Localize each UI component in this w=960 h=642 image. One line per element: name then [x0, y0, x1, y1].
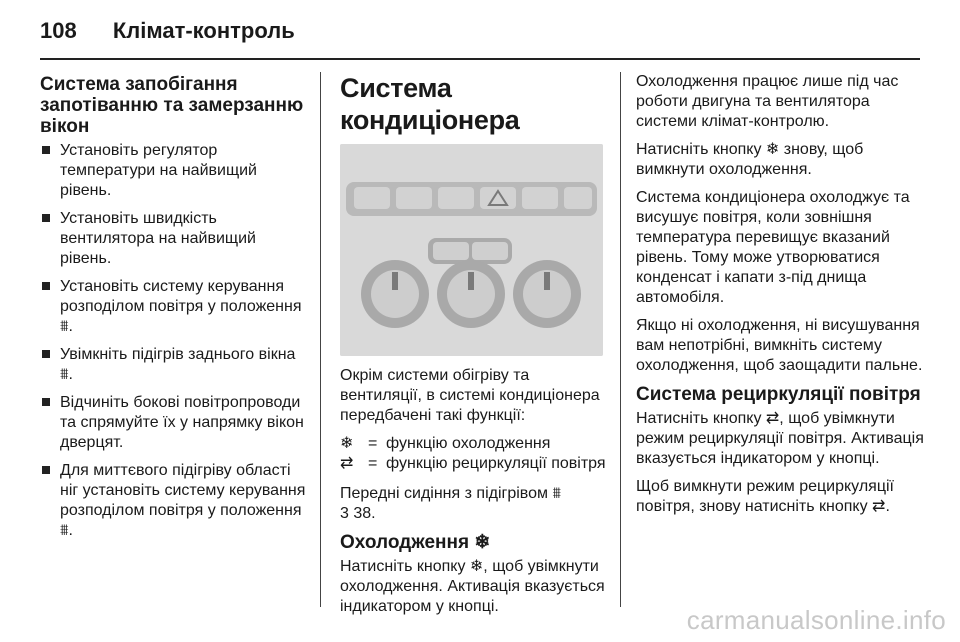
cooling-text: Натисніть кнопку ❄, щоб увімкнути охолодження. Активація вказується індикатором у кнопці. — [340, 558, 605, 615]
ac-description: Система кондиціонера охолоджує та висушує повітря, коли зовнішня температура перевищує вказаний рівень. Тому може утворюватися конденсат і капати з-під днища автомобіля. — [636, 189, 910, 306]
recirculation-icon: ⇄ — [340, 455, 354, 472]
ac-heading: Система кондиціонера — [340, 73, 520, 135]
snowflake-icon: ❄ — [340, 435, 354, 452]
list-item: Установіть регулятор температури на найвищий рівень. — [40, 141, 308, 201]
bullet-icon — [42, 214, 50, 222]
page-header — [40, 18, 295, 44]
defog-heading: Система запобігання запотіванню та замерзанню вікон — [40, 74, 304, 137]
column-divider-1 — [320, 72, 321, 607]
climate-panel-photo — [340, 144, 603, 356]
recirculation-on: Натисніть кнопку ⇄, щоб увімкнути режим рециркуляції повітря. Активація вказується індикатором у кнопці. — [636, 410, 924, 467]
bullet-icon — [42, 146, 50, 154]
recirculation-heading: Система рециркуляції повітря — [636, 384, 921, 405]
header-rule — [40, 58, 920, 60]
column-3 — [636, 72, 926, 525]
recirculation-off: Щоб вимкнути режим рециркуляції повітря, знову натисніть кнопку ⇄. — [636, 478, 894, 515]
bullet-icon — [42, 466, 50, 474]
bullet-icon — [42, 350, 50, 358]
bullet-icon — [42, 398, 50, 406]
list-item: Установіть швидкість вентилятора на найвищий рівень. — [40, 209, 308, 269]
cooling-heading: Охолодження ❄ — [340, 532, 491, 553]
climate-panel-illustration — [340, 144, 603, 356]
list-item: Увімкніть підігрів заднього вікна ⩩. — [40, 345, 308, 385]
page-number: 108 — [40, 18, 77, 43]
column-2 — [340, 72, 610, 625]
ac-intro: Окрім системи обігріву та вентиляції, в системі кондиціонера передбачені такі функції: — [340, 367, 600, 424]
cooling-condition: Охолодження працює лише під час роботи двигуна та вентилятора системи клімат-контролю. — [636, 73, 899, 130]
function-list — [340, 434, 610, 474]
column-1 — [40, 72, 308, 549]
list-item: Для миттєвого підігріву області ніг установіть систему керування розподілом повітря у положення ⩩. — [40, 461, 308, 541]
save-fuel-tip: Якщо ні охолодження, ні висушування вам непотрібні, вимкніть систему охолодження, щоб заощадити пальне. — [636, 317, 923, 374]
function-recirculation: ⇄ = функцію рециркуляції повітря — [340, 455, 606, 472]
function-cooling: ❄ = функцію охолодження — [340, 435, 551, 452]
chapter-title: Клімат-контроль — [112, 18, 295, 43]
heated-seats-ref: Передні сидіння з підігрівом ⩩ 3 38. — [340, 485, 562, 522]
column-divider-2 — [620, 72, 621, 607]
cooling-off: Натисніть кнопку ❄ знову, щоб вимкнути охолодження. — [636, 141, 864, 178]
defog-steps — [40, 141, 308, 541]
bullet-icon — [42, 282, 50, 290]
list-item: Відчиніть бокові повітропроводи та спрямуйте їх у напрямку вікон дверцят. — [40, 393, 308, 453]
list-item: Установіть систему керування розподілом повітря у положення ⩩. — [40, 277, 308, 337]
watermark: carmanualsonline.info — [686, 605, 946, 635]
